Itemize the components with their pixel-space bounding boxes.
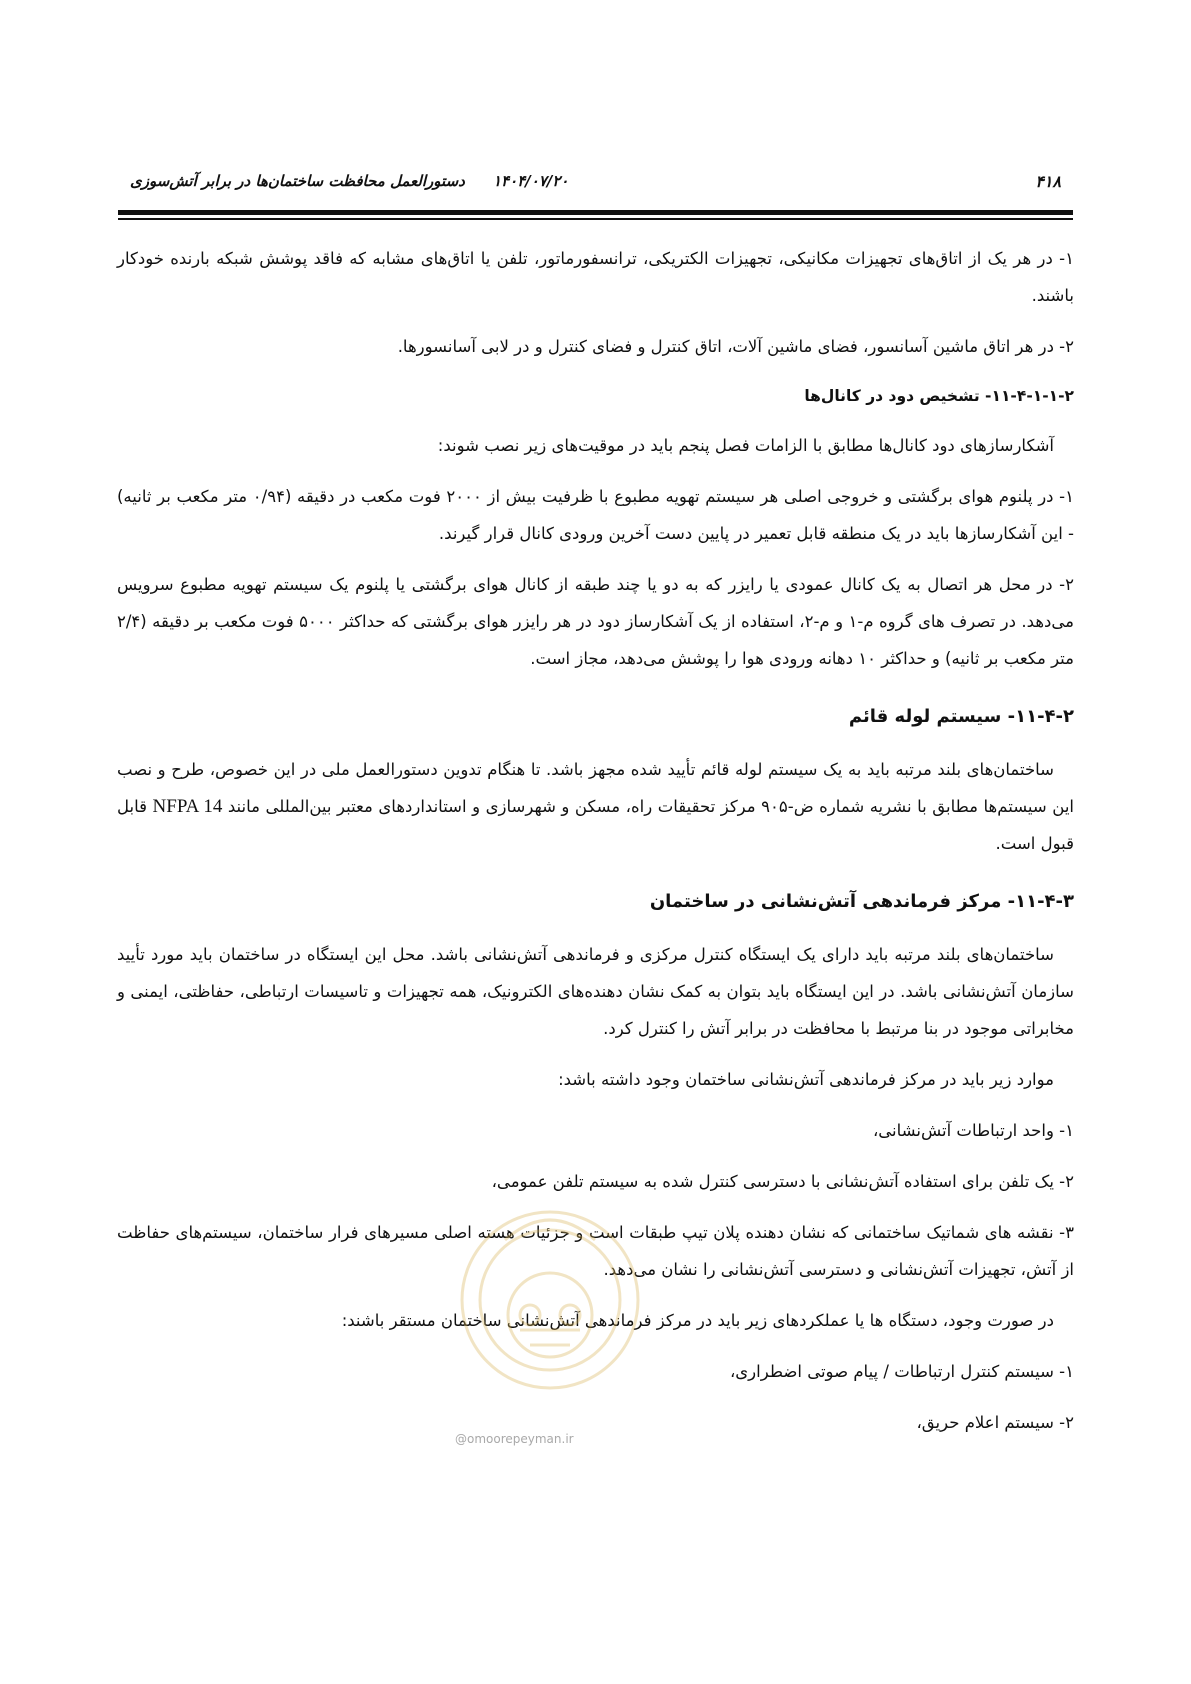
standpipe-text: ساختمان‌های بلند مرتبه باید به یک سیستم لوله قائم تأیید شده مجهز باشد. تا هنگام تدوین دستورالعمل ملی در این خصوص، طرح و نصب این سیستم‌ها مطابق با نشریه شماره ض-۹۰۵ مرکز تحقیقات راه، مسکن و شهرسازی و استانداردهای معتبر بین‌المللی مانند [117, 760, 1074, 816]
paragraph: در صورت وجود، دستگاه ها یا عملکردهای زیر باید در مرکز فرماندهی آتش‌نشانی ساختمان مستقر باشند: [341, 1311, 1054, 1330]
list-item: ۲- در هر اتاق ماشین آسانسور، فضای ماشین آلات، اتاق کنترل و فضای کنترل و در لابی آسانسورها. [397, 337, 1074, 356]
list-item: ۲- سیستم اعلام حریق، [916, 1413, 1074, 1432]
page-header [118, 172, 1073, 200]
header-date: ۱۴۰۴/۰۷/۲۰ [493, 172, 569, 190]
page-number: ۴۱۸ [1035, 172, 1061, 191]
list-item: ۱- واحد ارتباطات آتش‌نشانی، [872, 1121, 1074, 1140]
section-heading-duct-smoke: ۱۱-۴-۱-۱-۲- تشخیص دود در کانال‌ها [804, 387, 1074, 405]
watermark-text: @omoorepeyman.ir [455, 1432, 574, 1446]
paragraph: موارد زیر باید در مرکز فرماندهی آتش‌نشانی ساختمان وجود داشته باشد: [558, 1070, 1054, 1089]
list-item: ۱- سیستم کنترل ارتباطات / پیام صوتی اضطراری، [729, 1362, 1074, 1381]
list-item: ۳- نقشه های شماتیک ساختمانی که نشان دهنده پلان تیپ طبقات است و جزئیات هسته اصلی مسیرهای فرار ساختمان، سیستم‌های حفاظت از آتش، تجهیزات آتش‌نشانی و دسترسی آتش‌نشانی را نشان می‌دهد. [117, 1223, 1074, 1279]
standpipe-text-end: قابل قبول است. [117, 797, 1074, 853]
list-item: ۲- یک تلفن برای استفاده آتش‌نشانی با دسترسی کنترل شده به سیستم تلفن عمومی، [491, 1172, 1074, 1191]
section-heading-command-center: ۱۱-۴-۳- مرکز فرماندهی آتش‌نشانی در ساختمان [649, 891, 1074, 912]
seal-logo-icon [450, 1180, 650, 1425]
list-item: ۱- در پلنوم هوای برگشتی و خروجی اصلی هر سیستم تهویه مطبوع با ظرفیت بیش از ۲۰۰۰ فوت مکعب در دقیقه (۰/۹۴ متر مکعب بر ثانیه) - این آشکارسازها باید در یک منطقه قابل تعمیر در پایین دست آخرین ورودی کانال قرار گیرند. [117, 487, 1074, 543]
list-item: ۱- در هر یک از اتاق‌های تجهیزات مکانیکی، تجهیزات الکتریکی، ترانسفورماتور، تلفن یا اتاق‌های مشابه که فاقد پوشش شبکه بارنده خودکار باشند. [117, 249, 1074, 305]
paragraph: آشکارسازهای دود کانال‌ها مطابق با الزامات فصل پنجم باید در موقیت‌های زیر نصب شوند: [437, 436, 1054, 455]
running-title: دستورالعمل محافظت ساختمان‌ها در برابر آتش‌سوزی [130, 172, 465, 190]
standard-reference: NFPA 14 [152, 796, 223, 817]
header-rule-thin [118, 218, 1073, 220]
header-rule-thick [118, 210, 1073, 215]
paragraph [117, 751, 1074, 862]
list-item: ۲- در محل هر اتصال به یک کانال عمودی یا رایزر که به دو یا چند طبقه از کانال هوای برگشتی یا پلنوم یک سیستم تهویه مطبوع سرویس می‌دهد. در تصرف های گروه م-۱ و م-۲، استفاده از یک آشکارساز دود در هر رایزر هوای برگشتی که حداکثر ۵۰۰۰ فوت مکعب بر دقیقه (۲/۴ متر مکعب بر ثانیه) و حداکثر ۱۰ دهانه ورودی هوا را پوشش می‌دهد، مجاز است. [117, 575, 1074, 668]
paragraph: ساختمان‌های بلند مرتبه باید دارای یک ایستگاه کنترل مرکزی و فرماندهی آتش‌نشانی باشد. محل این ایستگاه در ساختمان باید مورد تأیید سازمان آتش‌نشانی باشد. در این ایستگاه باید بتوان به کمک نشان دهنده‌های الکترونیک، همه تجهیزات و تاسیسات ارتباطی، حفاظتی، ایمنی و مخابراتی موجود در بنا مرتبط با محافظت در برابر آتش را کنترل کرد. [117, 945, 1074, 1038]
section-heading-standpipe: ۱۱-۴-۲- سیستم لوله قائم [848, 706, 1074, 727]
